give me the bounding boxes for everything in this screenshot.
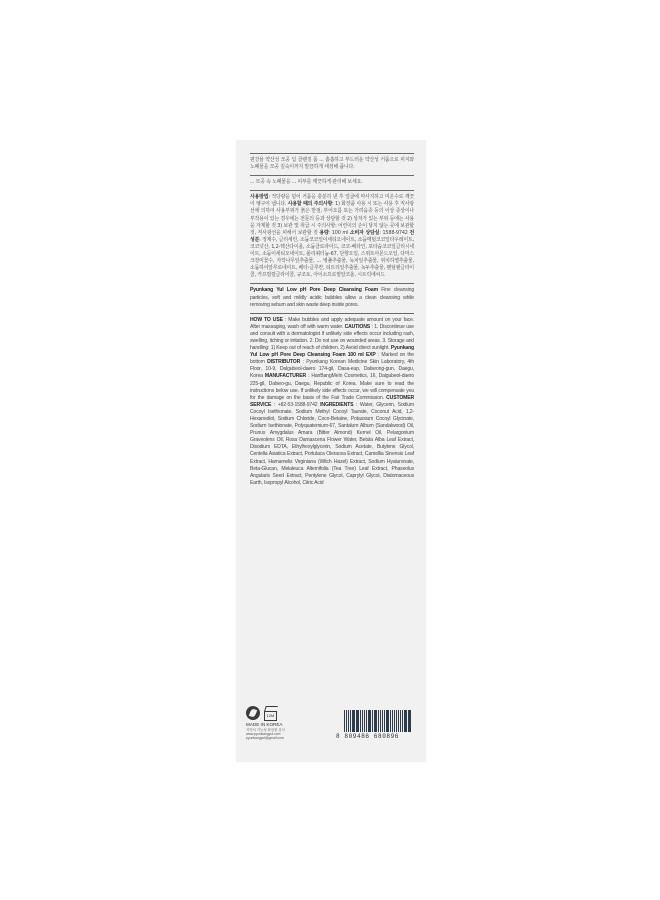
- manufacturer-label: MANUFACTURER: [264, 373, 307, 380]
- korean-footer-line: 식약처 기능성 화장품 심사: [246, 727, 285, 732]
- contact-label: 소비자 상담실: [349, 229, 380, 236]
- section-divider: [250, 313, 414, 314]
- product-volume-label: Pyunkang Yul Low pH Pore Deep Cleansing Foam 100 ml: [250, 345, 414, 359]
- korean-short-text: ... 모공 속 노폐물을 ... 피부를 깨끗하게 관리해 보세요.: [250, 179, 363, 186]
- section-divider: [250, 153, 414, 154]
- recycle-icon: [246, 706, 260, 720]
- website-text: www.pyunkangyul.com: [246, 731, 281, 736]
- english-details: HOW TO USE : Make bubbles and apply adequate amount on your face. After massaging, wash off with warm water. CAUTIONS : 1. Discontinue use and consult with a dermatologist if unlikely side effects occur including rash, swelling, itching or irritation. 2. Do not use on wounded areas. 3. Storage and handling: 1) Keep out of reach of children. 2) Avoid direct sunlight. Pyunkang Yul Low pH Pore Deep Cleansing Foam 100 ml EXP : Marked on the bottom DISTRIBUTOR : Pyunkang Korean Medicine Skin Laboratory, 4th Floor, 10-9, Dalgubeol-daero 174-gil, Dasa-eup, Dalseong-gun, Daegu, Korea MANUFACTURER : HanBangMeIn Cosmetics, 16, Dalgubeol-daero 225-gil, Dalseo-gu, Daegu, Republic of Korea. Make sure to read the instructions below use. If unlikely side effects occur, we will compensate you for the damage on the basis of the Fair Trade Commission. CUSTOMER SERVICE : +82-53-1588-9742 INGREDIENTS : Water, Glycerin, Sodium Cocoyl Isethionate, Sodium Methyl Cocoyl Taurate, Coconut Acid, 1,2-Hexanediol, Sodium Chloride, Coco-Betaine, Potassium Cocoyl Glycinate, Sodium Isethionate, Polyquaternium-67, Santalum Album (Sandalwood) Oil, Prunus Amygdalus Amara (Bitter Almond) Kernel Oil, Pelargonium Graveolens Oil, Rosa Damascena Flower Water, Betula Alba Leaf Extract, Disodium EDTA, Ethylhexylglycerin, Sodium Acetate, Butylene Glycol, Centella Asiatica Extract, Portulaca Oleracea Extract, Camellia Sinensis Leaf Extract, Hamamelis Virginiana (Witch Hazel) Extract, Sodium Hyaluronate, Beta-Glucan, Melaleuca Alternifolia (Tea Tree) Leaf Extract, Phaseolus Angularis Seed Extract, Pentylene Glycol, Caprylyl Glycol, Diatomaceous Earth, Isopropyl Alcohol, Citric Acid: [250, 316, 415, 486]
- ingredients-label: INGREDIENTS: [320, 401, 354, 408]
- distributor-label: DISTRIBUTOR: [267, 359, 301, 366]
- cautions-heading: 사용할 때의 주의사항: [287, 201, 333, 208]
- english-intro: Pyunkang Yul Low pH Pore Deep Cleansing Foam Fine cleansing particles, soft and mildly acidic bubbles allow a clean cleansing while removing sebum and skin waste deep inside pores.: [250, 287, 415, 308]
- ingredients-label-ko: 전성분: [250, 229, 415, 243]
- section-divider: [250, 175, 414, 176]
- customer-service-label: CUSTOMER SERVICE: [250, 394, 414, 408]
- barcode: [336, 710, 412, 740]
- pao-label: 12M: [264, 711, 277, 721]
- open-jar-icon: [264, 706, 277, 720]
- volume-label: 용량: [319, 229, 329, 236]
- product-title: Pyunkang Yul Low pH Pore Deep Cleansing Foam: [250, 287, 378, 294]
- korean-intro: 편강율 약산성 모공 딥 클렌징 폼 ... 촘촘하고 부드러운 약산성 거품으로 피지와 노폐물을 모공 깊숙이까지 말끔하게 세정해 줍니다.: [250, 157, 414, 171]
- usage-heading: 사용방법: [250, 194, 269, 201]
- barcode-number: 8 809486 680896: [336, 733, 400, 740]
- certification-icons: [246, 706, 277, 720]
- exp-label: EXP: [365, 352, 376, 359]
- made-in-block: [246, 723, 285, 740]
- section-divider: [250, 283, 414, 284]
- made-in-korea: MADE IN KOREA: [246, 722, 283, 727]
- product-box-back-panel: [236, 140, 426, 762]
- label-content: [250, 153, 414, 491]
- email-text: pyunkangyul@gmail.com: [246, 736, 284, 740]
- korean-details: 사용방법: 적당량을 덜어 거품을 충분히 낸 후 얼굴에 마사지하고 미온수로 깨끗이 헹구어 냅니다. 사용할 때의 주의사항: 1) 화장품 사용 시 또는 사용 후 직사광선에 의하여 사용부위가 붉은 반점, 부어오름 또는 가려움증 등의 이상 증상이나 부작용이 있는 경우에는 전문의 등과 상담할 것 2) 상처가 있는 부위 등에는 사용을 자제할 것 3) 보관 및 취급 시 주의사항: 어린이의 손이 닿지 않는 곳에 보관할 것, 직사광선을 피해서 보관할 것 용량: 100 ml 소비자 상담실: 1588-9742 전성분: 정제수, 글리세린, 소듐코코일이세티오네이트, 소듐메틸코코일타우레이트, 코코넛산, 1,2-헥산다이올, 소듐클로라이드, 코코-베타인, 포타슘코코일글리시네이트, 소듐이세티오네이트, 폴리쿼터늄-67, 단향오일, 스위트아몬드오일, 다마스크장미꽃수, 자작나무잎추출물, ... 병풀추출물, 녹차잎추출물, 위치하젤추출물, 소듐하이알루로네이트, 베타-글루칸, 티트리잎추출물, 녹두추출물, 펜틸렌글라이콜, 카프릴릴글라이콜, 규조토, 아이소프로필알코올, 시트릭애씨드: [250, 194, 415, 279]
- label-footer: [246, 706, 416, 752]
- cautions-label: CAUTIONS: [344, 323, 370, 330]
- barcode-bars: [344, 710, 412, 732]
- how-to-use-label: HOW TO USE: [250, 316, 283, 323]
- section-divider: [250, 190, 414, 191]
